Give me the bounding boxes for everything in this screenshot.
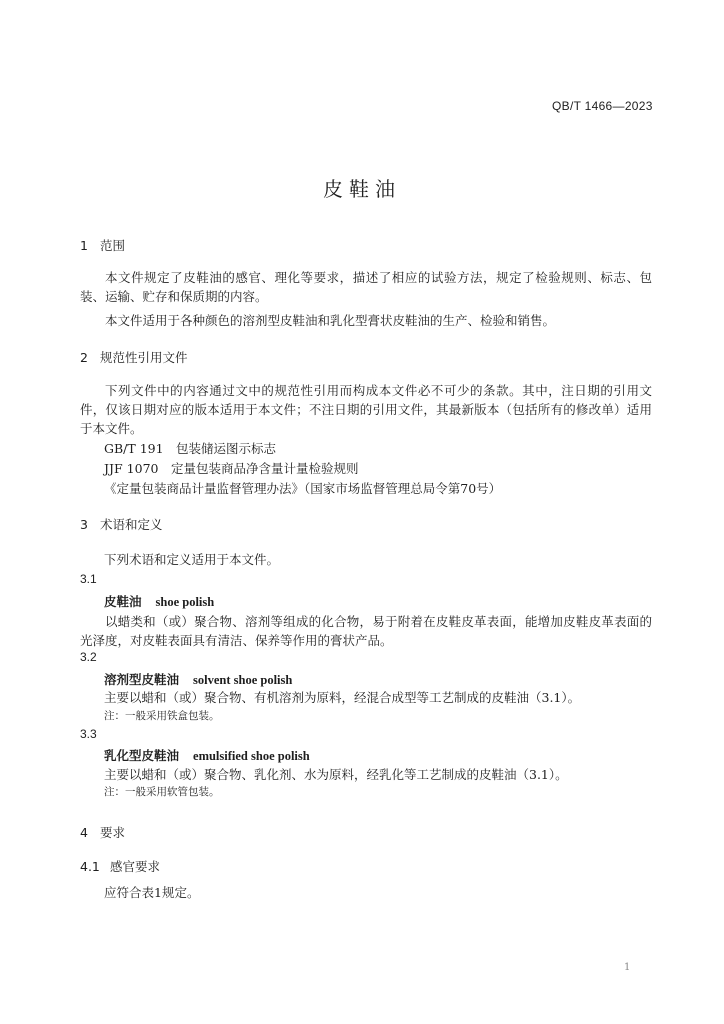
section-number: 4 [80, 825, 88, 840]
section-title: 范围 [100, 238, 126, 253]
section-title: 术语和定义 [100, 517, 163, 532]
subsection-4-1-heading [80, 857, 160, 875]
term-number: 3.1 [80, 572, 97, 586]
term-en: solvent shoe polish [193, 673, 293, 687]
term-zh: 皮鞋油 [104, 594, 142, 609]
section-3-intro: 下列术语和定义适用于本文件。 [104, 552, 280, 567]
page-number: 1 [624, 962, 631, 973]
term-zh: 溶剂型皮鞋油 [104, 672, 180, 687]
document-title: 皮鞋油 [323, 177, 401, 201]
section-4-heading [80, 823, 125, 841]
subsection-title: 感官要求 [110, 859, 161, 874]
section-title: 要求 [100, 825, 126, 840]
term-definition: 主要以蜡和（或）聚合物、乳化剂、水为原料，经乳化等工艺制成的皮鞋油（3.1）。 [104, 767, 568, 782]
term-en: shoe polish [155, 595, 215, 609]
term-heading [104, 670, 292, 688]
term-en: emulsified shoe polish [193, 749, 310, 763]
section-2-heading [80, 348, 188, 366]
standard-number: QB/T 1466—2023 [552, 99, 653, 113]
term-note: 注：一般采用软管包装。 [104, 786, 220, 798]
term-number: 3.3 [80, 727, 97, 741]
reference-item: JJF 1070 定量包装商品净含量计量检验规则 [104, 461, 359, 476]
section-1-heading [80, 236, 125, 254]
term-heading [104, 746, 310, 764]
term-heading [104, 592, 214, 610]
subsection-4-1-text: 应符合表1规定。 [104, 885, 200, 900]
section-number: 3 [80, 517, 88, 532]
term-zh: 乳化型皮鞋油 [104, 748, 180, 763]
section-3-heading [80, 515, 163, 533]
section-2-paragraph-1: 下列文件中的内容通过文中的规范性引用而构成本文件必不可少的条款。其中，注日期的引用文件，仅该日期对应的版本适用于本文件；不注日期的引用文件，其最新版本（包括所有的修改单）适用于本文件。 [80, 383, 652, 436]
term-definition: 主要以蜡和（或）聚合物、有机溶剂为原料，经混合成型等工艺制成的皮鞋油（3.1）。 [104, 690, 581, 705]
term-note: 注：一般采用铁盒包装。 [104, 710, 220, 722]
reference-item: 《定量包装商品计量监督管理办法》（国家市场监督管理总局令第70号） [104, 481, 502, 496]
section-1-paragraph-2: 本文件适用于各种颜色的溶剂型皮鞋油和乳化型膏状皮鞋油的生产、检验和销售。 [105, 313, 556, 328]
term-number: 3.2 [80, 650, 97, 664]
section-number: 2 [80, 350, 88, 365]
section-number: 1 [80, 238, 88, 253]
reference-item: GB/T 191 包装储运图示标志 [104, 441, 277, 456]
term-definition: 以蜡类和（或）聚合物、溶剂等组成的化合物，易于附着在皮鞋皮革表面，能增加皮鞋皮革表面的光泽度，对皮鞋表面具有清洁、保养等作用的膏状产品。 [80, 614, 652, 648]
subsection-number: 4.1 [80, 859, 100, 874]
section-title: 规范性引用文件 [100, 350, 188, 365]
section-1-paragraph-1: 本文件规定了皮鞋油的感官、理化等要求，描述了相应的试验方法，规定了检验规则、标志、包装、运输、贮存和保质期的内容。 [80, 270, 652, 304]
